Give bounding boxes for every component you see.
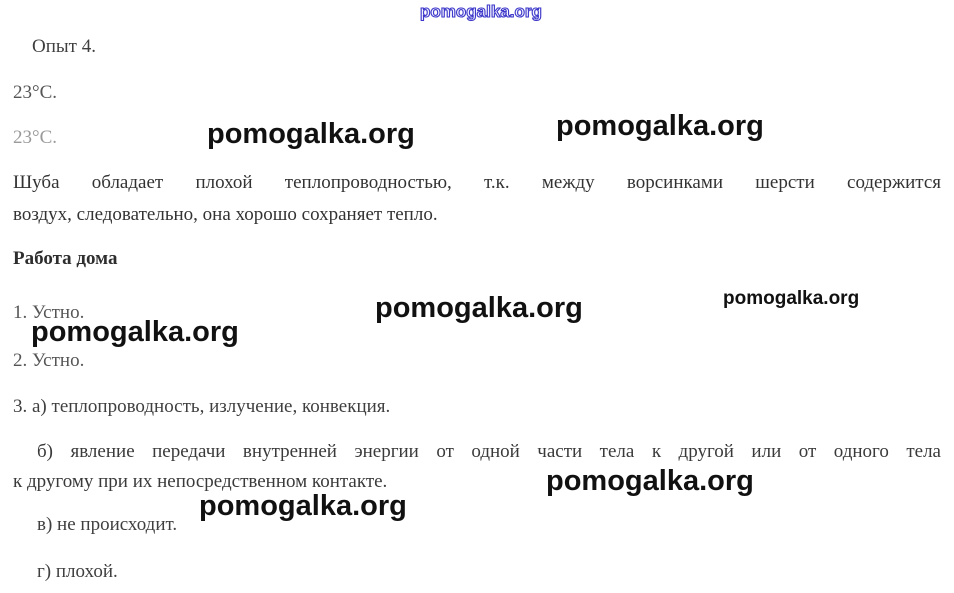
temperature-reading-1: 23°С. (13, 82, 58, 103)
homework-item-3v: в) не происходит. (37, 514, 178, 535)
watermark-top-outline: pomogalka.org (420, 2, 542, 21)
answer-paragraph-line-2: воздух, следовательно, она хорошо сохраняет тепло. (13, 204, 438, 225)
homework-item-3g: г) плохой. (37, 561, 118, 582)
watermark-black-7: pomogalka.org (199, 490, 407, 522)
answer-paragraph-line-1: Шуба обладает плохой теплопроводностью, т.к. между ворсинками шерсти содержится (13, 172, 941, 193)
experiment-title: Опыт 4. (32, 36, 96, 57)
homework-item-3b-line-2: к другому при их непосредственном контакте. (13, 471, 388, 492)
temperature-reading-2: 23°С. (13, 127, 58, 148)
watermark-black-6: pomogalka.org (546, 465, 754, 497)
watermark-black-3: pomogalka.org (375, 292, 583, 324)
watermark-black-2: pomogalka.org (556, 110, 764, 142)
homework-item-3a: 3. а) теплопроводность, излучение, конвекция. (13, 396, 391, 417)
watermark-black-5: pomogalka.org (31, 316, 239, 348)
watermark-black-1: pomogalka.org (207, 118, 415, 150)
homework-item-3b-line-1: б) явление передачи внутренней энергии от одной части тела к другой или от одного тела (37, 441, 941, 462)
watermark-black-4: pomogalka.org (723, 288, 860, 309)
homework-item-1: 1. Устно. (13, 302, 85, 323)
homework-item-2: 2. Устно. (13, 350, 85, 371)
homework-heading: Работа дома (13, 248, 118, 269)
